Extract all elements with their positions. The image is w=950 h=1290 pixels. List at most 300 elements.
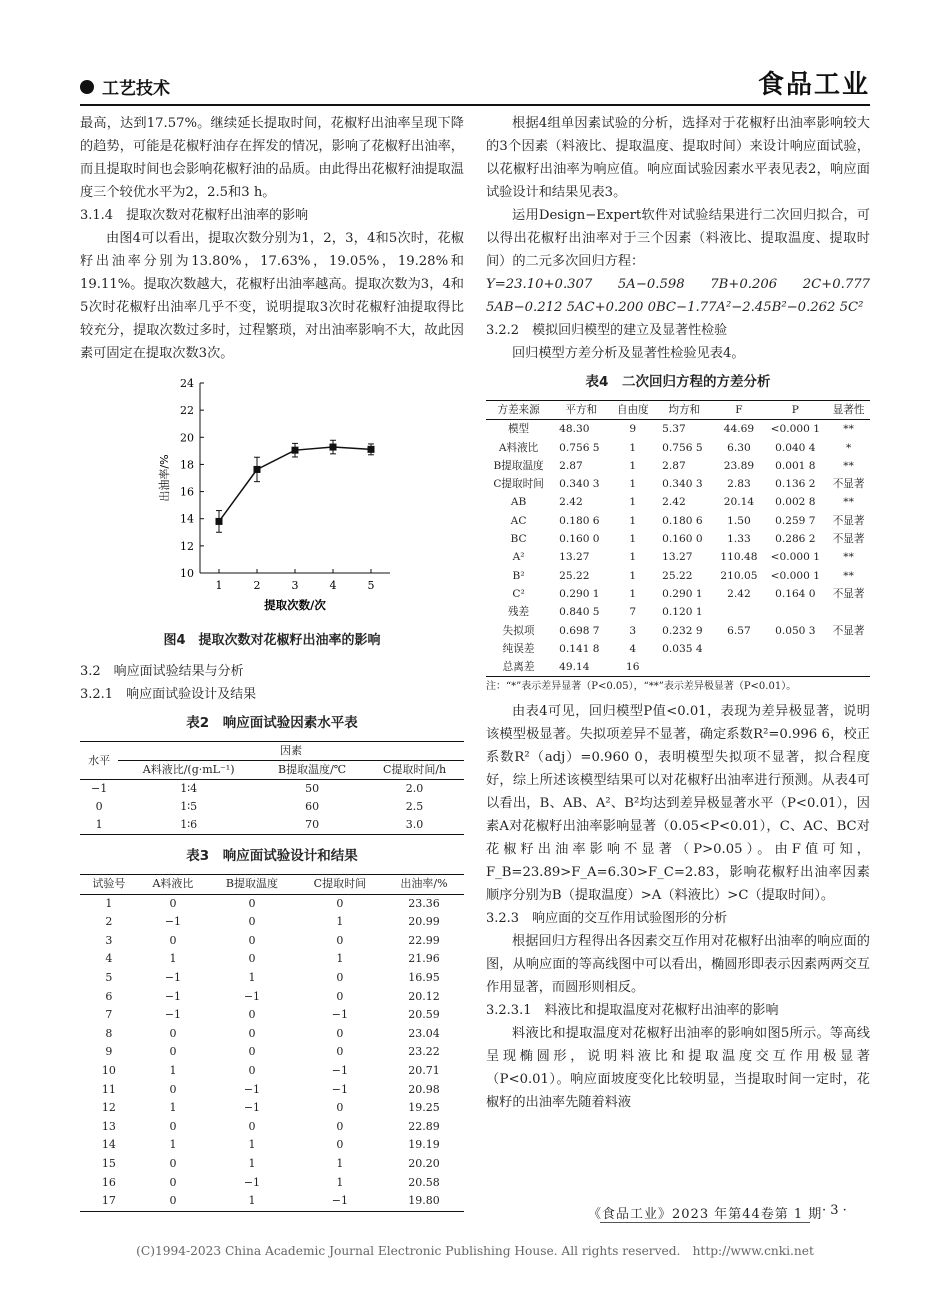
table-note: 注：“*”表示差异显著（P<0.05），“**”表示差异极显著（P<0.01）。 [486, 681, 797, 693]
table-cell: 2.42 [727, 587, 751, 600]
table-cell: −1 [331, 1008, 348, 1022]
table-cell: 0.259 7 [775, 514, 816, 527]
table-title: 表4 二次回归方程的方差分析 [585, 374, 771, 390]
table-header: B提取温度 [208, 875, 296, 895]
table-header: P [763, 401, 827, 420]
table-cell: 0 [248, 952, 256, 966]
table-header: F [714, 401, 763, 420]
table-cell: 0 [248, 1119, 256, 1133]
figure-caption: 图4 提取次数对花椒籽出油率的影响 [163, 633, 381, 648]
table-cell: 总离差 [486, 658, 551, 677]
table-cell: 0.136 2 [775, 478, 816, 491]
paragraph: 料液比和提取温度对花椒籽出油率的影响如图5所示。等高线呈现椭圆形，说明料液比和提取温度交互作用极显著（P<0.01）。响应面坡度变化比较明显，当提取时间一定时，花椒籽的出油率先随着料液 [486, 1026, 870, 1111]
table-cell: 70 [259, 816, 365, 835]
table-cell: 0 [336, 1138, 344, 1152]
table-cell: 1 [80, 816, 118, 835]
x-tick-label: 5 [367, 579, 375, 592]
table-cell: 1 [336, 915, 344, 929]
y-tick-label: 18 [180, 458, 194, 472]
table-cell: 1 [629, 587, 637, 600]
table-cell: <0.000 1 [770, 551, 820, 564]
table-cell: 22.99 [408, 933, 440, 947]
table-row [486, 439, 870, 457]
table-row [80, 816, 464, 835]
line-chart [140, 375, 420, 621]
table-cell: 0.035 4 [662, 642, 703, 655]
table-cell: 0 [336, 1045, 344, 1059]
table-cell: 1∶5 [180, 800, 198, 813]
table-row [80, 1043, 464, 1062]
table-cell: 0 [248, 1045, 256, 1059]
table-row [80, 1081, 464, 1100]
table-body [486, 420, 870, 677]
table-cell: 0.756 5 [662, 441, 703, 454]
table-cell: ** [843, 423, 854, 436]
table-cell: −1 [296, 1192, 384, 1211]
y-tick-label: 24 [180, 377, 194, 390]
x-tick-label: 3 [291, 579, 299, 592]
table-cell: 0.180 6 [559, 514, 600, 527]
table-row [80, 1062, 464, 1081]
table-cell: ** [843, 569, 854, 582]
table-cell: 9 [629, 423, 637, 436]
table-cell: 7 [105, 1008, 113, 1022]
table-cell: 3 [105, 933, 113, 947]
table-cell: 8 [105, 1026, 113, 1040]
table-cell: 0 [336, 933, 344, 947]
table-row [80, 1025, 464, 1044]
table-cell: 0 [169, 1119, 177, 1133]
table-cell: 0.160 0 [662, 533, 703, 546]
table-cell: 0.002 8 [775, 496, 816, 509]
table-header: 因素 [118, 742, 464, 761]
table-cell: 20.58 [408, 1175, 440, 1189]
table-cell: −1 [331, 1063, 348, 1077]
table-cell: 0 [248, 1063, 256, 1077]
y-axis-label: 出油率/% [158, 454, 171, 502]
table-cell: −1 [164, 1008, 182, 1022]
table-cell: 7 [629, 606, 637, 619]
table-cell: 0 [138, 1192, 208, 1211]
table-cell: 0 [169, 1045, 177, 1059]
table-cell: 1∶4 [180, 782, 198, 795]
table-row [80, 1118, 464, 1137]
table-row [486, 420, 870, 439]
section-heading: 3.1.4 提取次数对花椒籽出油率的影响 [80, 208, 309, 223]
table-cell: 1 [336, 1156, 344, 1170]
table-cell: 22.89 [408, 1119, 440, 1133]
table-header: C提取时间/h [365, 761, 464, 780]
table-4 [486, 400, 870, 677]
table-cell: 6 [105, 989, 113, 1003]
table-row [80, 969, 464, 988]
table-cell: 0.698 7 [559, 624, 600, 637]
table-body [80, 894, 464, 1211]
table-cell: 25.22 [559, 569, 590, 582]
table-cell: 0 [248, 915, 256, 929]
table-cell: 0 [169, 896, 177, 910]
table-row [80, 1192, 464, 1211]
table-cell: 0 [169, 1082, 177, 1096]
table-cell: −1 [331, 1082, 348, 1096]
table-cell: 23.36 [408, 896, 440, 910]
table-cell: 2.0 [405, 782, 424, 795]
paragraph: 由图4可以看出，提取次数分别为1，2，3，4和5次时，花椒籽出油率分别为13.80%，17.63%，19.05%，19.28%和19.11%。提取次数越大，花椒籽出油率越高。提取次数为3，4和5次时花椒籽出油率几乎不变，说明提取3次时花椒籽油提取得比较充分，提取次数过多时，过程繁琐，对出油率影响不大，故此因素可固定在提取次数3次。 [80, 231, 464, 361]
table-row [80, 780, 464, 799]
table-cell: <0.000 1 [770, 569, 820, 582]
header-rule [80, 104, 870, 106]
right-column [486, 112, 870, 1114]
table-body [80, 780, 464, 835]
table-row [80, 1099, 464, 1118]
table-cell: * [845, 441, 852, 454]
paragraph: 最高，达到17.57%。继续延长提取时间，花椒籽出油率呈现下降的趋势，可能是花椒籽油存在挥发的情况，影响了花椒籽出油率，而且提取时间也会影响花椒籽油的品质。由此得出花椒籽油提取温度三个较优水平为2，2.5和3 h。 [80, 116, 464, 200]
table-cell [763, 640, 827, 658]
page-number: · 3 · [822, 1203, 847, 1218]
table-cell: 0 [248, 1008, 256, 1022]
table-cell: 0.141 8 [559, 642, 600, 655]
table-cell: 0 [169, 1156, 177, 1170]
table-cell: 110.48 [720, 551, 758, 564]
table-row [80, 894, 464, 913]
left-column [80, 112, 464, 1212]
table-cell: 0.164 0 [775, 587, 816, 600]
table-cell [827, 640, 870, 658]
table-cell: 14 [101, 1138, 116, 1152]
table-cell: 0 [169, 1175, 177, 1189]
table-cell [654, 658, 714, 677]
table-cell: 44.69 [723, 423, 755, 436]
table-cell: 6.30 [727, 441, 751, 454]
table-cell: 0.756 5 [559, 441, 600, 454]
table-cell: 20.14 [723, 496, 755, 509]
table-cell: 23.89 [723, 459, 755, 472]
table-cell: ** [843, 459, 854, 472]
table-cell: 1 [629, 496, 637, 509]
table-row [80, 798, 464, 816]
table-cell: ** [843, 551, 854, 564]
table-cell: 纯误差 [502, 642, 535, 655]
table-cell: 1 [248, 1138, 256, 1152]
table-cell: 11 [101, 1082, 116, 1096]
table-cell: −1 [243, 1082, 261, 1096]
y-tick-label: 16 [180, 485, 194, 499]
table-row [80, 988, 464, 1007]
data-point [216, 518, 223, 525]
table-row [486, 567, 870, 585]
y-tick-label: 10 [180, 567, 194, 580]
table-cell: 0 [336, 989, 344, 1003]
table-cell: 23.22 [408, 1045, 440, 1059]
table-header: 水平 [80, 742, 118, 780]
x-tick-label: 2 [253, 579, 261, 592]
table-header: 显著性 [827, 401, 870, 420]
table-cell: 0 [169, 933, 177, 947]
table-cell: 0 [95, 800, 103, 813]
table-cell: 20.12 [408, 989, 440, 1003]
table-cell: 0 [336, 1026, 344, 1040]
table-cell: 0 [336, 1101, 344, 1115]
table-cell [714, 640, 763, 658]
table-cell: 2 [105, 915, 113, 929]
table-cell: 1.50 [727, 514, 751, 527]
table-cell: 1 [208, 1192, 296, 1211]
table-cell: 25.22 [662, 569, 693, 582]
table-cell: 210.05 [720, 569, 758, 582]
table-cell: BC [510, 533, 527, 546]
y-tick-label: 20 [180, 431, 194, 445]
table-cell: ** [843, 496, 854, 509]
table-cell: 16 [611, 658, 654, 677]
table-cell: 0.290 1 [559, 587, 600, 600]
table-cell: 0 [336, 896, 344, 910]
regression-equation: Y=23.10+0.307 5A−0.598 7B+0.206 2C+0.777 5AB−0.212 5AC+0.200 0BC−1.77A²−2.45B²−0.262 5C² [486, 277, 870, 315]
table-header: 自由度 [611, 401, 654, 420]
table-cell: 19.80 [384, 1192, 464, 1211]
paragraph: 回归模型方差分析及显著性检验见表4。 [512, 346, 745, 361]
x-tick-label: 1 [215, 579, 223, 592]
table-cell: 1 [629, 569, 637, 582]
table-cell: 残差 [507, 606, 530, 619]
y-tick-label: 14 [180, 512, 194, 526]
table-cell: 1 [248, 1156, 256, 1170]
x-tick-label: 4 [329, 579, 337, 592]
table-row [486, 512, 870, 530]
section-heading: 3.2.3.1 料液比和提取温度对花椒籽出油率的影响 [486, 1003, 779, 1019]
section-heading: 3.2 响应面试验结果与分析 [80, 664, 244, 679]
section-heading: 3.2.3 响应面的交互作用试验图形的分析 [486, 911, 728, 927]
table-cell [827, 603, 870, 621]
series-line [219, 447, 371, 521]
table-cell: 3 [629, 624, 637, 637]
table-header: A料液比 [138, 875, 208, 895]
x-axis-label: 提取次数/次 [264, 598, 326, 612]
table-cell: 5 [105, 970, 113, 984]
table-row [486, 640, 870, 658]
table-cell: 1 [629, 533, 637, 546]
y-tick-label: 22 [180, 404, 194, 418]
page-header [80, 60, 870, 106]
table-cell: 12 [101, 1101, 116, 1115]
journal-logo: 食品工业 [757, 70, 870, 100]
table-cell: A² [512, 551, 525, 564]
table-row [80, 950, 464, 969]
table-cell: 2.5 [405, 800, 424, 813]
table-cell: 1 [105, 896, 113, 910]
table-cell [827, 658, 870, 677]
table-header: 均方和 [654, 401, 714, 420]
table-cell: 0 [248, 933, 256, 947]
table-cell [763, 658, 827, 677]
table-cell: 1 [248, 970, 256, 984]
table-row [486, 658, 870, 677]
table-cell: 1 [169, 1063, 177, 1077]
table-row [486, 622, 870, 640]
table-cell: 1.33 [727, 533, 751, 546]
table-cell: B提取温度 [493, 459, 544, 472]
section-heading: 3.2.2 模拟回归模型的建立及显著性检验 [486, 323, 728, 338]
table-row [486, 493, 870, 511]
table-cell: 9 [105, 1045, 113, 1059]
table-cell: 21.96 [408, 952, 440, 966]
y-tick-label: 12 [180, 539, 194, 553]
table-2 [80, 741, 464, 835]
figure-4 [80, 375, 464, 625]
table-cell: 0 [248, 1026, 256, 1040]
table-cell: 失拟项 [502, 624, 535, 637]
table-cell: 1 [629, 441, 637, 454]
table-cell: 0 [248, 896, 256, 910]
table-cell: 0.001 8 [775, 459, 816, 472]
table-cell: 不显著 [832, 587, 865, 600]
table-cell: 1 [169, 952, 177, 966]
table-cell: 1 [336, 1175, 344, 1189]
table-header: B提取温度/℃ [259, 761, 365, 780]
section-title: 工艺技术 [102, 79, 170, 99]
table-cell [714, 658, 763, 677]
table-title: 表2 响应面试验因素水平表 [186, 715, 358, 731]
table-cell: −1 [243, 1175, 261, 1189]
data-point [254, 466, 261, 473]
table-cell: 50 [305, 782, 320, 795]
table-cell: 0 [336, 1119, 344, 1133]
table-cell: 3.0 [365, 816, 464, 835]
paragraph: 根据4组单因素试验的分析，选择对于花椒籽出油率影响较大的3个因素（料液比、提取温度、提取时间）来设计响应面试验，以花椒籽出油率为响应值。响应面试验因素水平表见表2，响应面试验设计和结果见表3。 [486, 116, 870, 200]
table-cell: 17 [80, 1192, 138, 1211]
table-cell: 49.14 [551, 658, 611, 677]
table-cell: 60 [305, 800, 320, 813]
table-cell: 23.04 [408, 1026, 440, 1040]
table-cell: 15 [101, 1156, 116, 1170]
section-heading: 3.2.1 响应面试验设计及结果 [80, 687, 257, 702]
table-cell: 0.050 3 [775, 624, 816, 637]
table-cell: 0.340 3 [662, 478, 703, 491]
paragraph: 运用Design−Expert软件对试验结果进行二次回归拟合，可以得出花椒籽出油率对于三个因素（料液比、提取温度、提取时间）的二元多次回归方程： [486, 208, 870, 269]
table-header: 试验号 [80, 875, 138, 895]
table-cell: 0.290 1 [662, 587, 703, 600]
table-header-row [80, 875, 464, 895]
table-cell: −1 [91, 782, 108, 795]
table-cell: 不显著 [832, 478, 865, 491]
data-point [368, 446, 375, 453]
table-cell: 1 [629, 459, 637, 472]
table-cell: 48.30 [559, 423, 590, 436]
table-row [486, 530, 870, 548]
table-cell: 13.27 [662, 551, 693, 564]
table-cell: 1 [629, 478, 637, 491]
table-cell: 5.37 [662, 423, 686, 436]
table-header-row [486, 401, 870, 420]
table-cell: 1 [629, 514, 637, 527]
table-header: 出油率/% [384, 875, 464, 895]
table-cell: 10 [101, 1063, 116, 1077]
journal-citation: 《食品工业》2023 年第44卷第 1 期 [588, 1207, 823, 1222]
table-row [80, 932, 464, 951]
table-cell: 6.57 [727, 624, 751, 637]
table-cell: 0.286 2 [775, 533, 816, 546]
data-point [292, 447, 299, 454]
bullet-icon [80, 80, 94, 94]
table-header: C提取时间 [296, 875, 384, 895]
paragraph: 根据回归方程得出各因素交互作用对花椒籽出油率的响应面的图，从响应面的等高线图中可以看出，椭圆形即表示因素两两交互作用显著，而圆形则相反。 [486, 934, 870, 996]
table-cell: 0 [169, 1026, 177, 1040]
footer-rule [600, 1222, 810, 1223]
table-cell: 0.180 6 [662, 514, 703, 527]
table-cell: 0.120 1 [662, 606, 703, 619]
copyright-line: (C)1994-2023 China Academic Journal Electronic Publishing House. All rights reserved. http://www.cnki.net [136, 1244, 814, 1258]
table-cell: <0.000 1 [770, 423, 820, 436]
table-row [486, 585, 870, 603]
table-row [486, 475, 870, 493]
table-row [486, 603, 870, 621]
table-cell: 20.71 [408, 1063, 440, 1077]
table-cell: 16.95 [408, 970, 440, 984]
table-cell: −1 [164, 989, 182, 1003]
table-cell: 19.19 [408, 1138, 440, 1152]
table-cell: −1 [243, 1101, 261, 1115]
table-title: 表3 响应面试验设计和结果 [186, 848, 358, 864]
table-cell: 1 [169, 1138, 177, 1152]
table-cell: A料液比 [498, 441, 539, 454]
table-cell: −1 [243, 989, 261, 1003]
table-cell: 4 [105, 952, 113, 966]
table-cell: 20.20 [408, 1156, 440, 1170]
table-cell: 2.87 [559, 459, 583, 472]
table-header: 平方和 [551, 401, 611, 420]
table-3 [80, 874, 464, 1212]
table-cell: 0.040 4 [775, 441, 816, 454]
table-cell: C提取时间 [493, 478, 544, 491]
table-cell: 13.27 [559, 551, 590, 564]
table-header: A料液比/(g·mL⁻¹) [118, 761, 259, 780]
table-cell: 19.25 [408, 1101, 440, 1115]
table-cell: 2.87 [662, 459, 686, 472]
table-cell: 2.83 [727, 478, 751, 491]
table-cell: 16 [101, 1175, 116, 1189]
table-cell: 0 [336, 970, 344, 984]
table-cell: 模型 [507, 423, 530, 436]
table-cell: AC [510, 514, 527, 527]
table-row [486, 548, 870, 566]
table-cell: 1∶6 [118, 816, 259, 835]
table-cell: AB [510, 496, 527, 509]
table-cell: 13 [101, 1119, 116, 1133]
table-cell: 2.42 [662, 496, 686, 509]
table-cell [714, 603, 763, 621]
table-cell: −1 [164, 915, 182, 929]
data-point [330, 444, 337, 451]
table-cell: 20.98 [408, 1082, 440, 1096]
table-cell: 0.840 5 [559, 606, 600, 619]
table-cell: 0.340 3 [559, 478, 600, 491]
table-row [80, 1136, 464, 1155]
table-cell: 不显著 [832, 624, 865, 637]
table-cell: 20.99 [408, 915, 440, 929]
table-cell: 1 [336, 952, 344, 966]
table-cell: C² [512, 587, 525, 600]
table-cell: 4 [629, 642, 637, 655]
table-cell: 1 [629, 551, 637, 564]
table-row [80, 913, 464, 932]
table-cell: B² [512, 569, 525, 582]
table-row [486, 457, 870, 475]
table-cell: 不显著 [832, 514, 865, 527]
table-cell: 不显著 [832, 533, 865, 546]
table-row [80, 1174, 464, 1193]
table-row [80, 1006, 464, 1025]
table-cell: 0.232 9 [662, 624, 703, 637]
table-header: 方差来源 [486, 401, 551, 420]
